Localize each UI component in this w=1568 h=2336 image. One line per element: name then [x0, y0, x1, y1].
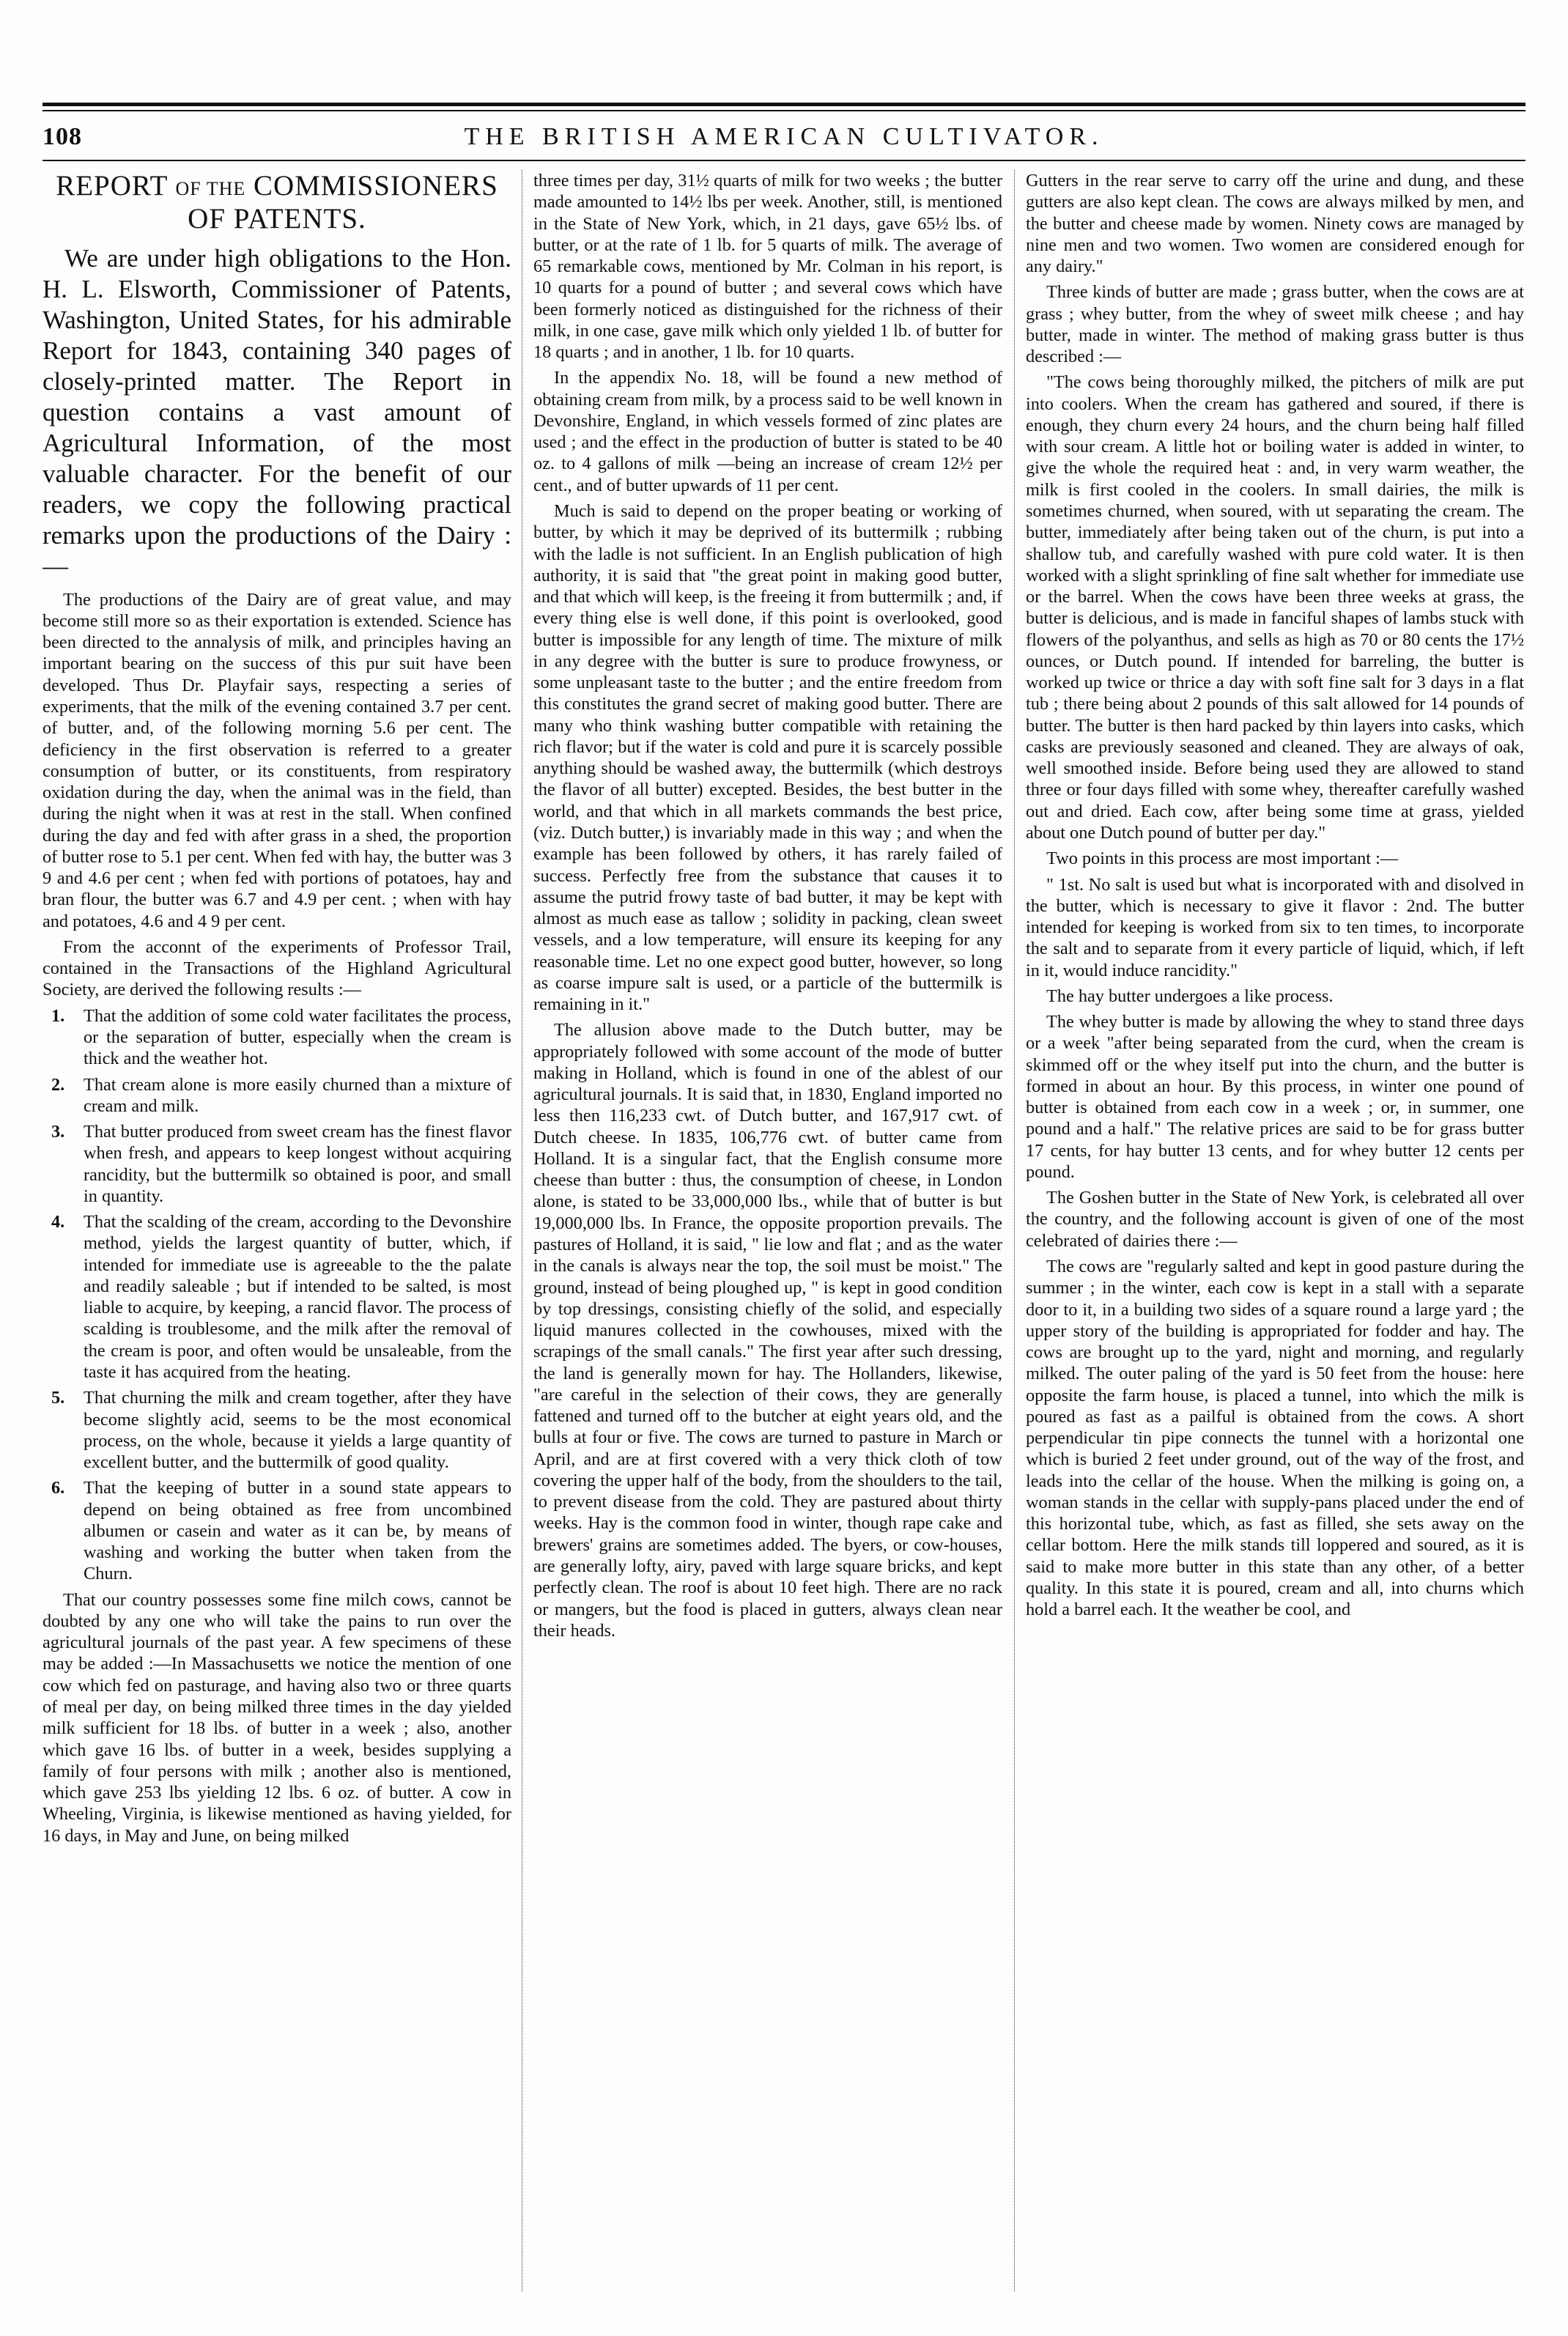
title-line-1: REPORT [56, 170, 168, 202]
lead-paragraph: We are under high obligations to the Hon. H. L. Elsworth, Commissioner of Patents, Washington, United States, for his admirable Report for 1843, containing 340 pages of closely-printed matter. The Report in question contains a vast amount of Agricultural Information, of the most valuable character. For the benefit of our readers, we copy the following practical remarks upon the productions of the Dairy :— [42, 243, 511, 580]
paragraph: Gutters in the rear serve to carry off the urine and dung, and these gutters are also kept clean. The cows are always milked by men, and the butter and cheese made by women. Ninety cows are managed by nine men and two women. Two women are considered enough for any dairy." [1026, 171, 1524, 277]
list-number: 6. [51, 1478, 65, 1498]
paragraph: Three kinds of butter are made ; grass butter, when the cows are at grass ; whey butter, from the whey of sweet milk cheese ; and hay butter, made in winter. The method of making grass butter is thus described :— [1026, 282, 1524, 367]
list-text: That the keeping of butter in a sound state appears to depend on being obtained as free from uncombined albumen or casein and water as it can be, by means of washing and working the butter when taken from the Churn. [84, 1478, 511, 1584]
page-number: 108 [42, 123, 82, 150]
column-3 [1026, 170, 1524, 2295]
list-text: That the scalding of the cream, according to the Devonshire method, yields the largest quantity of butter, which, if intended for immediate use is agreeable to the the palate and readily saleable ; but if intended to be salted, is most liable to acquire, by keeping, a rancid flavor. The process of scalding is troublesome, and the milk after the removal of the cream is poor, and often would be unsaleable, from the taste it has acquired from the heating. [84, 1212, 511, 1382]
paragraph: The cows are "regularly salted and kept in good pasture during the summer ; in the winter, each cow is kept in a stall with a separate door to it, in a building two sides of a square round a large yard ; the upper story of the building is appropriated for fodder and hay. The cows are brought up to the yard, night and morning, and regularly milked. The outer paling of the yard is 50 feet from the house: here opposite the farm house, is placed a tunnel, into which the milk is poured as fast as a pailful is obtained from the cows. A short perpendicular tin pipe connects the tunnel with a horizontal one which is buried 2 feet under ground, out of the way of the frost, and leads into the cellar of the house. When the milking is going on, a woman stands in the cellar with supply-pans placed under the end of this horizontal tube, which, as fast as filled, she sets away on the cellar bottom. Here the milk stands till loppered and soured, as it is said to make more butter in this state than any other, of a better quality. In this state it is poured, cream and all, into churns which hold a barrel each. It the weather be cool, and [1026, 1257, 1524, 1620]
list-item [42, 1387, 511, 1473]
list-text: That the addition of some cold water facilitates the process, or the separation of butter, especially when the cream is thick and the weather hot. [84, 1005, 511, 1069]
paragraph: The Goshen butter in the State of New York, is celebrated all over the country, and the following account is given of one of the most celebrated of dairies there :— [1026, 1188, 1524, 1251]
paragraph: The whey butter is made by allowing the whey to stand three days or a week "after being separated from the curd, when the cream is skimmed off or the whey itself put into the churn, and the butter is formed in about an hour. By this process, in winter one pound of butter is obtained from each cow in a week ; or, in summer, one pound and a half." The relative prices are said to be for grass butter 17 cents, for hay butter 13 cents, and for whey butter 12 cents per pound. [1026, 1012, 1524, 1182]
list-item [42, 1477, 511, 1584]
running-header [42, 119, 1526, 155]
paragraph: The hay butter undergoes a like process. [1046, 986, 1334, 1006]
list-item [42, 1211, 511, 1383]
running-title: THE BRITISH AMERICAN CULTIVATOR. [464, 123, 1104, 150]
paragraph: " 1st. No salt is used but what is incorporated with and disolved in the butter, which is necessary to give it flavor : 2nd. The butter intended for keeping is worked from six to ten times, to incorporate the salt and to separate from it every particle of liquid, which, if left in it, would induce rancidity." [1026, 874, 1524, 980]
list-number: 1. [51, 1005, 65, 1026]
list-number: 5. [51, 1388, 65, 1408]
title-line-2: OF PATENTS. [188, 202, 366, 234]
list-number: 3. [51, 1122, 65, 1142]
list-item [42, 1121, 511, 1207]
paragraph: That our country possesses some fine milch cows, cannot be doubted by any one who will take the pains to run over the agricultural journals of the past year. A few specimens of these may be added :—In Massachusetts we notice the mention of one cow which fed on pasturage, and having also two or three quarts of meal per day, on being milked three times in the day yielded milk sufficient for 18 lbs. of butter in a week ; also, another which gave 16 lbs. of butter in a week, besides supplying a family of four persons with milk ; another also is mentioned, which gave 253 lbs yielding 12 lbs. 6 oz. of butter. A cow in Wheeling, Virginia, is likewise mentioned as having yielded, for 16 days, in May and June, on being milked [42, 1589, 511, 1846]
article-title [42, 170, 511, 236]
paragraph: From the acconnt of the experiments of Professor Trail, contained in the Transactions of the Highland Agricultural Society, are derived the following results :— [42, 936, 511, 1000]
list-text: That butter produced from sweet cream has the finest flavor when fresh, and appears to keep longest without acquiring rancidity, but the buttermilk so obtained is poor, and small in quantity. [84, 1122, 511, 1206]
paragraph: The productions of the Dairy are of great value, and may become still more so as their exportation is extended. Science has been directed to the annalysis of milk, and principles having an important bearing on the success of this pur suit have been developed. Thus Dr. Playfair says, respecting a series of experiments, that the milk of the evening contained 3.7 per cent. of butter, and, of the following morning 5.6 per cent. The deficiency in the first observation is referred to a greater consumption of butter, or its constituents, from respiratory oxidation during the day, when the animal was in the field, than during the night when it was at rest in the stall. When confined during the day and fed with after grass in a shed, the proportion of butter rose to 5.1 per cent. When fed with hay, the butter was 3 9 and 4.6 per cent ; when fed with portions of potatoes, hay and bran flour, the butter was 6.7 and 4.9 per cent. ; when with hay and potatoes, 4.6 and 4 9 per cent. [42, 589, 511, 931]
results-list [42, 1005, 511, 1585]
column-1 [42, 170, 511, 2295]
list-number: 2. [51, 1074, 65, 1095]
column-divider [1014, 170, 1015, 2291]
list-text: That cream alone is more easily churned than a mixture of cream and milk. [84, 1074, 511, 1116]
paragraph: The allusion above made to the Dutch butter, may be appropriately followed with some account of the mode of butter making in Holland, which is found in one of the ablest of our agricultural journals. It is said that, in 1830, England imported no less then 116,233 cwt. of Dutch butter, and 167,917 cwt. of Dutch cheese. In 1835, 106,776 cwt. of butter came from Holland. It is a singular fact, that the English consume more cheese than butter : thus, the consumption of cheese, in London alone, is stated to be 33,000,000 lbs., while that of butter is but 19,000,000 lbs. In France, the opposite proportion prevails. The pastures of Holland, it is said, " lie low and flat ; and as the water in the canals is always near the top, the soil must be moist." The ground, instead of being ploughed up, " is kept in good condition by top dressings, consisting chiefly of the solid, and especially liquid manures collected in the cowhouses, mixed with the scrapings of the small canals." The first year after such dressing, the land is generally mown for hay. The Hollanders, likewise, "are careful in the selection of their cows, they are generally fattened and turned off to the butcher at eight years old, and the bulls at four or five. The cows are turned to pasture in March or April, and are at first covered with a very thick cloth of tow covering the upper half of the body, from the shoulders to the tail, to prevent disease from the cold. They are pastured about thirty weeks. Hay is the common food in winter, though rape cake and brewers' grains are sometimes added. The byers, or cow-houses, are generally lofty, airy, paved with large square bricks, and kept perfectly clean. The roof is about 10 feet high. There are no rack or mangers, but the food is placed in gutters, always clean near their heads. [533, 1020, 1002, 1641]
list-item [42, 1005, 511, 1070]
list-number: 4. [51, 1212, 65, 1232]
title-of-the: OF THE [175, 178, 246, 199]
paragraph: Two points in this process are most important :— [1046, 849, 1399, 869]
paragraph: three times per day, 31½ quarts of milk for two weeks ; the butter made amounted to 14½ lbs per week. Another, still, is mentioned in the State of New York, which, in 21 days, gave 65½ lbs. of butter, or at the rate of 1 lb. for 5 quarts of milk. The average of 65 remarkable cows, mentioned by Mr. Colman in his report, is 10 quarts for a pound of butter ; and several cows which have been formerly noticed as distinguished for the richness of their milk, in one case, gave milk which only yielded 1 lb. of butter for 18 quarts ; and in another, 1 lb. for 10 quarts. [533, 171, 1002, 363]
list-item [42, 1074, 511, 1117]
list-text: That churning the milk and cream together, after they have become slightly acid, seems to be the most economical process, on the whole, because it yields a large quantity of excellent butter, and the buttermilk of good quality. [84, 1388, 511, 1473]
paragraph: Much is said to depend on the proper beating or working of butter, by which it may be deprived of its buttermilk ; rubbing with the ladle is not sufficient. In an English publication of high authority, it is said that "the great point in making good butter, and that which will keep, is the freeing it from buttermilk ; and, if every thing else is well done, if this point is overlooked, good butter is impossible for any length of time. The mixture of milk in any degree with the butter is sure to produce frowyness, or some unpleasant taste to the butter ; and the entire freedom from this constitutes the grand secret of making good butter. There are many who think washing butter compatible with retaining the rich flavor; but if the water is cold and pure it is scarcely possible anything should be washed away, the buttermilk (which destroys the flavor of all butter) excepted. Besides, the best butter in the world, and that which in all markets commands the best price, (viz. Dutch butter,) is invariably made in this way ; and when the example has been followed by others, it has rarely failed of success. Perfectly free from the substance that causes it to assume the putrid frowy taste of bad butter, it may be kept with almost as much ease as tallow ; solidity in packing, clean sweet vessels, and a low temperature, will ensure its keeping for any reasonable time. Let no one expect good butter, however, so long as coarse impure salt is used, or a particle of the buttermilk is remaining in it." [533, 500, 1002, 1015]
header-rule [42, 160, 1526, 161]
title-commissioners: COMMISSIONERS [254, 170, 498, 202]
top-rule [42, 103, 1526, 106]
column-2 [533, 170, 1002, 2295]
paragraph: "The cows being thoroughly milked, the pitchers of milk are put into coolers. When the cream has gathered and soured, if there is enough, they churn every 24 hours, and the churn being half filled with sour cream. A little hot or boiling water is added in winter, to give the whole the required heat : and, in very warm weather, the milk is first cooled in the coolers. In small dairies, the milk is sometimes churned, when soured, with ut separating the cream. The butter, immediately after being taken out of the churn, is put into a shallow tub, and carefully washed with pure cold water. It is then worked with a slight sprinkling of fine salt whether for immediate use or the barrel. When the cows have been three weeks at grass, the butter is delicious, and is made in fanciful shapes of lambs stuck with flowers of the polyanthus, and sells as high as 70 or 80 cents the 17½ ounces, or Dutch pound. If intended for barreling, the butter is worked up twice or thrice a day with soft fine salt for 3 days in a flat tub ; there being about 2 pounds of this salt allowed for 14 pounds of butter. The butter is then hard packed by thin layers into casks, which casks are previously seasoned and cleaned. They are always of oak, well smoothed inside. Before being used they are allowed to stand three or four days filled with some whey, thereafter carefully washed out and dried. Each cow, after being some time at grass, yielded about one Dutch pound of butter per day." [1026, 372, 1524, 843]
top-rule-thin [42, 110, 1526, 111]
paragraph: In the appendix No. 18, will be found a new method of obtaining cream from milk, by a process said to be well known in Devonshire, England, in which vessels formed of zinc plates are used ; and the effect in the production of butter is stated to be 40 oz. to 4 gallons of milk —being an increase of cream 12½ per cent., and of butter upwards of 11 per cent. [533, 368, 1002, 495]
